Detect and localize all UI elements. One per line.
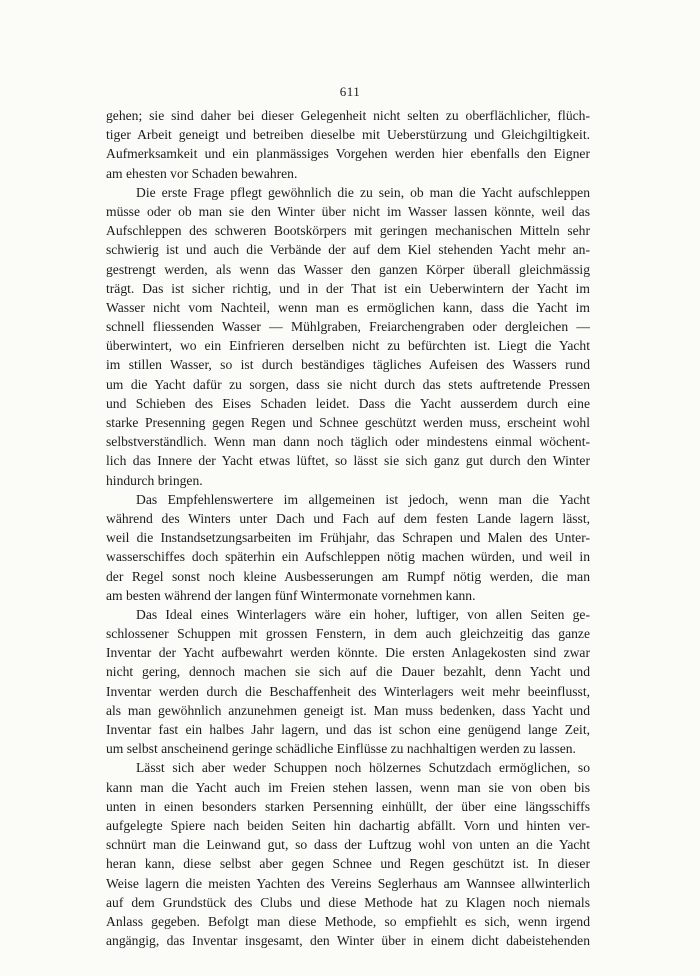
paragraph [106, 490, 590, 605]
text-line: Aufschleppen des schweren Bootskörpers mit geringen mechanischen Mitteln sehr [106, 223, 590, 239]
body-text [106, 106, 590, 950]
text-line: überwintert, wo ein Einfrieren derselben nicht zu befürchten ist. Liegt die Yacht [106, 338, 590, 354]
text-line: am ehesten vor Schaden bewahren. [106, 165, 298, 181]
text-line: Die erste Frage pflegt gewöhnlich die zu sein, ob man die Yacht aufschleppen [136, 184, 590, 200]
text-line: am besten während der langen fünf Wintermonate vornehmen kann. [106, 587, 476, 603]
text-line: und Schieben des Eises Schaden leidet. Dass die Yacht ausserdem durch eine [106, 395, 590, 411]
text-line: Das Empfehlenswertere im allgemeinen ist jedoch, wenn man die Yacht [136, 491, 590, 507]
text-line: Wasser nicht vom Nachteil, wenn man es ermöglichen kann, dass die Yacht im [106, 299, 590, 315]
text-line: Inventar der Yacht aufbewahrt werden könnte. Die ersten Anlagekosten sind zwar [106, 645, 590, 661]
text-line: tiger Arbeit geneigt und betreiben dieselbe mit Ueberstürzung und Gleichgiltigkeit. [106, 127, 590, 143]
text-line: gehen; sie sind daher bei dieser Gelegenheit nicht selten zu oberflächlicher, flüch- [106, 108, 590, 123]
paragraph [106, 758, 590, 950]
text-line: trägt. Das ist sicher richtig, und in der That ist ein Ueberwintern der Yacht im [106, 280, 590, 296]
paragraph [106, 106, 590, 183]
text-line: schlossener Schuppen mit grossen Fenstern, in dem auch gleichzeitig das ganze [106, 626, 590, 642]
text-line: schwierig ist und auch die Verbände der auf dem Kiel stehenden Yacht mehr an- [106, 242, 590, 258]
text-line: auf dem Grundstück des Clubs und diese Methode hat zu Klagen noch niemals [106, 894, 590, 910]
text-line: Weise lagern die meisten Yachten des Vereins Seglerhaus am Wannsee allwinterlich [106, 875, 590, 891]
text-line: Inventar werden durch die Beschaffenheit des Winterlagers weit mehr beeinflusst, [106, 683, 590, 699]
text-line: hindurch bringen. [106, 472, 203, 488]
text-line: starke Presenning gegen Regen und Schnee geschützt werden muss, erscheint wohl [106, 415, 590, 430]
text-line: unten in einen besonders starken Persenning einhüllt, der über eine längsschiffs [106, 798, 590, 814]
text-line: um die Yacht dafür zu sorgen, dass sie nicht durch das stets auftretende Pressen [106, 376, 590, 392]
text-line: kann man die Yacht auch im Freien stehen lassen, wenn man sie von oben bis [106, 779, 590, 795]
text-line: Aufmerksamkeit und ein planmässiges Vorgehen werden hier ebenfalls den Eigner [106, 146, 590, 162]
text-line: Inventar fast ein halbes Jahr lagern, und das ist schon eine genügend lange Zeit, [106, 722, 590, 737]
text-line: nicht gering, dennoch machen sie sich auf die Dauer bezahlt, denn Yacht und [106, 664, 590, 680]
text-line: schnell fliessenden Wasser — Mühlgraben, Freiarchengraben oder dergleichen — [106, 319, 590, 335]
text-line: der Regel sonst noch kleine Ausbesserungen am Rumpf nötig werden, die man [106, 568, 590, 584]
text-line: um selbst anscheinend geringe schädliche Einflüsse zu nachhaltigen werden zu lassen. [106, 741, 576, 757]
text-line: wasserschiffes doch späterhin ein Aufschleppen nötig machen würden, und weil in [106, 549, 590, 565]
text-line: selbstverständlich. Wenn man dann noch täglich oder mindestens einmal wöchent- [106, 434, 590, 450]
text-line: heran kann, diese selbst aber gegen Schnee und Regen geschützt ist. In dieser [106, 856, 590, 872]
text-line: weil die Instandsetzungsarbeiten im Frühjahr, das Schrapen und Malen des Unter- [106, 530, 590, 546]
paragraph [106, 183, 590, 490]
paragraph [106, 605, 590, 759]
text-line: Lässt sich aber weder Schuppen noch hölzernes Schutzdach ermöglichen, so [136, 760, 590, 776]
text-line: im stillen Wasser, so ist durch beständiges tägliches Aufeisen des Wassers rund [106, 357, 590, 373]
text-line: während des Winters unter Dach und Fach auf dem festen Lande lagern lässt, [106, 510, 590, 526]
text-line: als man gewöhnlich anzunehmen geneigt ist. Man muss bedenken, dass Yacht und [106, 702, 590, 718]
text-line: gestrengt werden, als wenn das Wasser den ganzen Körper überall gleichmässig [106, 261, 590, 277]
text-line: lich das Innere der Yacht etwas lüftet, so lässt sie sich ganz gut durch den Winter [106, 453, 590, 469]
page-number: 611 [339, 84, 361, 99]
text-line: müsse oder ob man sie den Winter über nicht im Wasser lassen könnte, weil das [106, 203, 590, 219]
text-line: schnürt man die Leinwand gut, so dass der Luftzug wohl von unten an die Yacht [106, 837, 590, 853]
text-line: angängig, das Inventar insgesamt, den Winter über in einem dicht dabeistehenden [106, 933, 590, 949]
text-line: Das Ideal eines Winterlagers wäre ein hoher, luftiger, von allen Seiten ge- [136, 606, 590, 622]
text-line: Anlass gegeben. Befolgt man diese Methode, so empfiehlt es sich, wenn irgend [106, 913, 590, 929]
text-line: aufgelegte Spiere nach beiden Seiten hin dachartig abfällt. Vorn und hinten ver- [106, 817, 590, 833]
